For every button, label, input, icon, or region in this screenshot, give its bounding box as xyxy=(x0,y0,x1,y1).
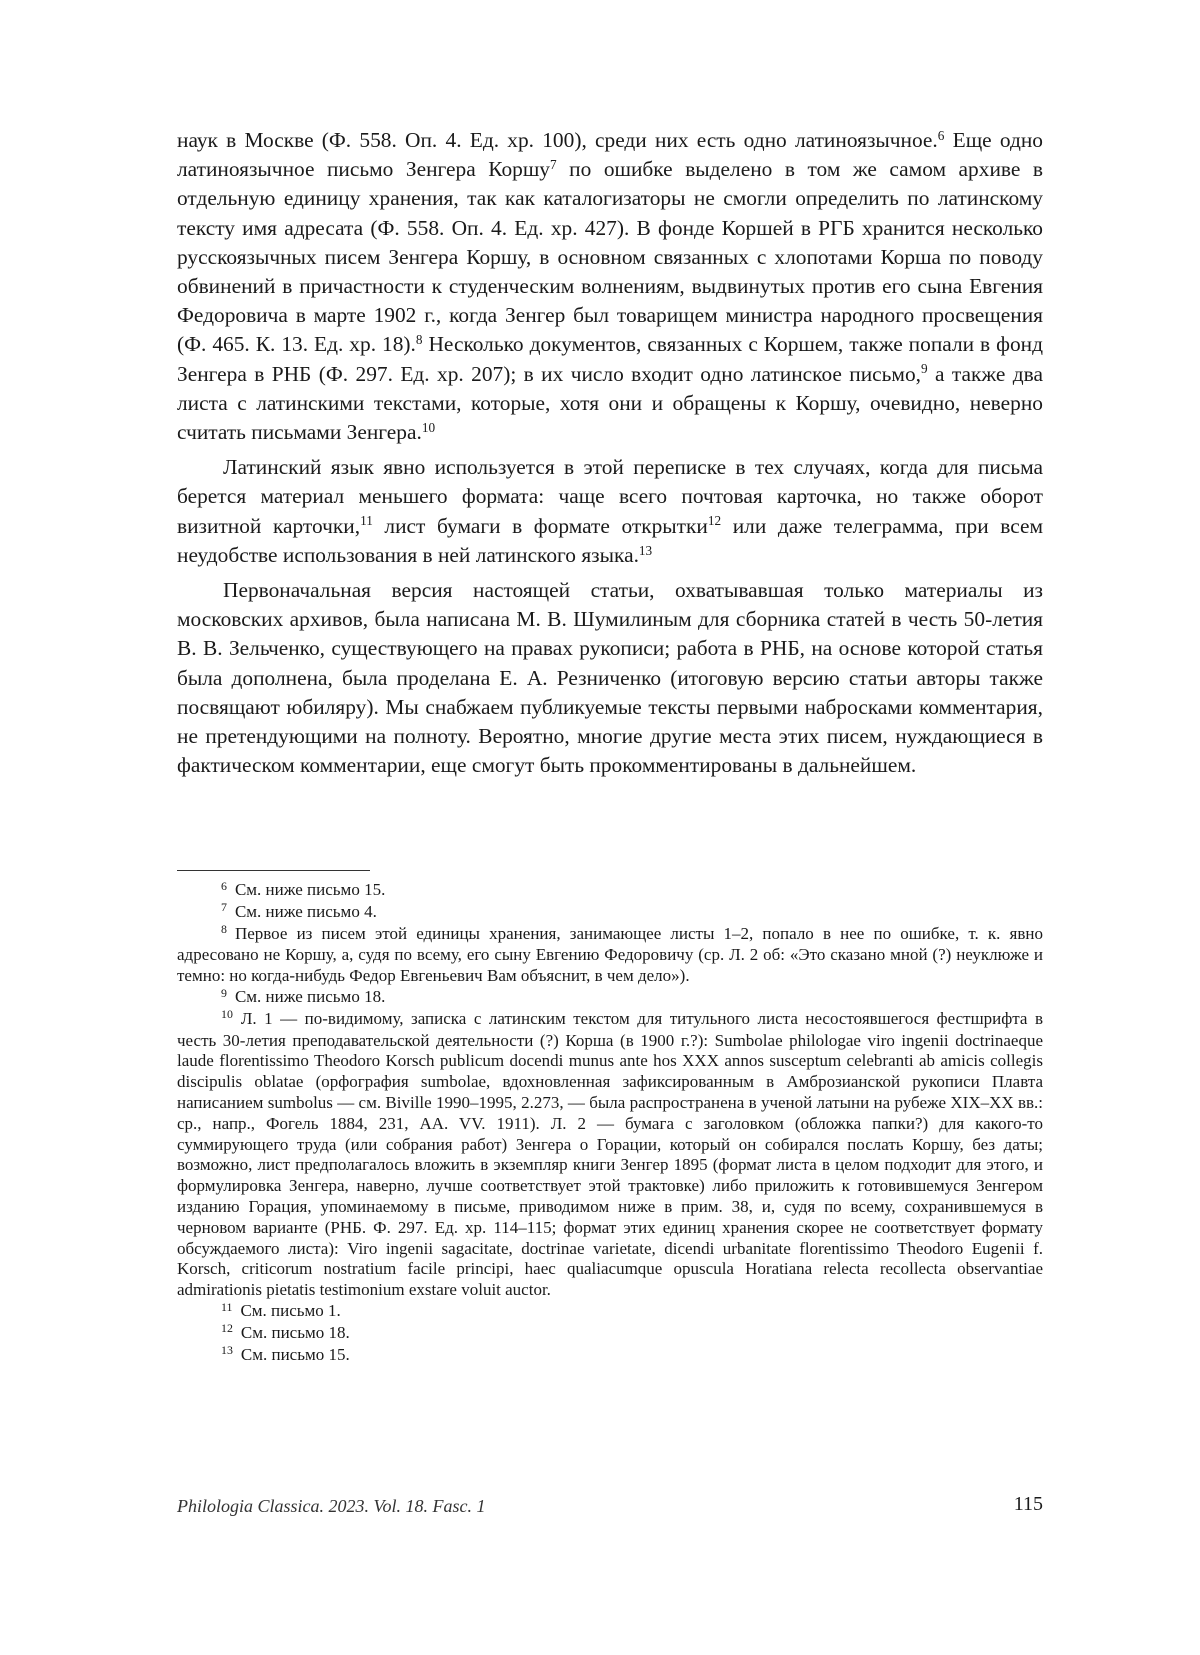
footnote-number: 7 xyxy=(221,900,227,915)
footnote-ref[interactable]: 10 xyxy=(421,419,436,435)
footnote-ref[interactable]: 11 xyxy=(360,513,373,529)
footnote-ref[interactable]: 12 xyxy=(707,513,722,529)
paragraph-1 xyxy=(177,126,1043,447)
footnote-11 xyxy=(177,1301,1043,1323)
running-footer-journal: Philologia Classica. 2023. Vol. 18. Fasc. 1 xyxy=(177,1496,486,1516)
footnotes xyxy=(177,880,1043,1366)
footnote-text: Первое из писем этой единицы хранения, занимающее листы 1–2, попало в нее по ошибке, т. к. явно адресовано не Коршу, а, судя по всему, его сыну Евгению Федоровичу (ср. Л. 2 об: «Это сказано мной (?) неуклюже и темно: но когда-нибудь Федор Евгеньевич Вам объяснит, в чем дело»). xyxy=(177,923,1043,986)
text-run: наук в Москве (Ф. 558. Оп. 4. Ед. хр. 100), среди них есть одно латиноязычное. xyxy=(177,128,938,152)
footnote-separator xyxy=(177,870,370,871)
footnote-10 xyxy=(177,1009,1043,1301)
footnote-6 xyxy=(177,880,1043,902)
footnote-text: Л. 1 — по-видимому, записка с латинским текстом для титульного листа несостоявшегося фестшрифта в честь 30-летия преподавательской деятельности (?) Корша (в 1900 г.?): Sumbolae philologae viro ingenii doctrinaeque laude florentissimo Theodoro Korsch publicum docendi munus ante hos XXX annos susceptum celebranti ab amicis collegis discipulis oblatae (орфография sumbolae, вдохновленная зафиксированным в Амброзианской рукописи Плавта написанием sumbolus — см. Biville 1990–1995, 2.273, — была распространена в ученой латыни на рубеже XIX–XX вв.: ср., напр., Фогель 1884, 231, AA. VV. 1911). Л. 2 — бумага с заголовком (обложка папки?) для какого-то суммирующего труда (или собрания работ) Зенгера о Горации, который он собирался послать Коршу, без даты; возможно, лист предполагалось вложить в экземпляр книги Зенгер 1895 (формат листа в целом подходит для этого, и формулировка Зенгера, наверно, лучше соответствует этой трактовке) либо приложить к готовившемуся Зенгером изданию Горация, упоминаемому в письме, приводимом ниже в прим. 38, и, судя по всему, сохранившемуся в черновом варианте (РНБ. Ф. 297. Ед. хр. 114–115; формат этих единиц хранения скорее не соответствует формату обсуждаемого листа): Viro ingenii sagacitate, doctrinae varietate, dicendi urbanitate florentissimo Theodoro Eugenii f. Korsch, criticorum nostratium facile principi, haec qualiacumque opuscula Horatiana relecta recollecta observantiae admirationis pietatis testimonium exstare voluit auctor. xyxy=(177,1008,1043,1300)
footnote-12 xyxy=(177,1323,1043,1345)
main-text xyxy=(177,126,1043,780)
footnote-text: См. ниже письмо 18. xyxy=(234,986,386,1006)
footnote-ref[interactable]: 8 xyxy=(415,332,423,348)
page-number: 115 xyxy=(1013,1493,1043,1515)
footnote-ref[interactable]: 7 xyxy=(550,156,557,172)
paragraph-3: Первоначальная версия настоящей статьи, охватывавшая только материалы из московских архивов, была написана М. В. Шумилиным для сборника статей в честь 50-летия В. В. Зельченко, существующего на правах рукописи; работа в РНБ, на основе которой статья была дополнена, была проделана Е. А. Резниченко (итоговую версию статьи авторы также посвящают юбиляру). Мы снабжаем публикуемые тексты первыми набросками комментария, не претендующими на полноту. Вероятно, многие другие места этих писем, нуждающиеся в фактическом комментарии, еще смогут быть прокомментированы в дальнейшем. xyxy=(177,578,1043,778)
footnote-number: 11 xyxy=(221,1299,233,1314)
text-run: по ошибке выделено в том же самом архиве в отдельную единицу хранения, так как каталогизаторы не смогли определить по латинскому тексту имя адресата (Ф. 558. Оп. 4. Ед. хр. 427). В фонде Коршей в РГБ хранится несколько русскоязычных писем Зенгера Коршу, в основном связанных с хлопотами Корша по поводу обвинений в причастности к студенческим волнениям, выдвинутых против его сына Евгения Федоровича в марте 1902 г., когда Зенгер был товарищем министра народного просвещения (Ф. 465. К. 13. Ед. хр. 18). xyxy=(177,157,1043,357)
footnote-ref[interactable]: 13 xyxy=(638,542,653,558)
footnote-9 xyxy=(177,987,1043,1009)
footnote-number: 10 xyxy=(221,1007,233,1022)
text-run: Латинский язык явно используется в этой переписке в тех случаях, когда для письма берется материал меньшего формата: чаще всего почтовая карточка, но также оборот визитной карточки, xyxy=(177,455,1043,538)
footnote-number: 9 xyxy=(221,985,227,1000)
text-run: Еще одно латиноязычное письмо Зенгера Коршу xyxy=(177,128,1043,182)
footnote-7 xyxy=(177,902,1043,924)
footnote-text: См. ниже письмо 15. xyxy=(234,880,386,899)
footnote-number: 6 xyxy=(221,878,227,893)
text-run: лист бумаги в формате открытки xyxy=(372,513,708,538)
footnote-8 xyxy=(177,924,1043,987)
text-run: или даже телеграмма, при всем неудобстве использования в ней латинского языка. xyxy=(177,513,1044,567)
footnote-ref[interactable]: 9 xyxy=(921,361,928,377)
footnote-text: См. письмо 15. xyxy=(240,1344,350,1364)
footnote-number: 8 xyxy=(221,922,227,937)
paragraph-2 xyxy=(177,453,1043,570)
footnote-number: 12 xyxy=(221,1321,233,1336)
footnote-number: 13 xyxy=(221,1343,233,1358)
footnote-ref[interactable]: 6 xyxy=(937,127,945,143)
text-run: Несколько документов, связанных с Коршем, также попали в фонд Зенгера в РНБ (Ф. 297. Ед. хр. 207); в их число входит одно латинское письмо, xyxy=(177,332,1044,386)
footnote-13 xyxy=(177,1345,1043,1367)
footnote-text: См. письмо 1. xyxy=(240,1300,341,1320)
text-run: а также два листа с латинскими текстами, которые, хотя они и обращены к Коршу, очевидно, неверно считать письмами Зенгера. xyxy=(177,361,1043,445)
footnote-text: См. ниже письмо 4. xyxy=(234,901,377,921)
footnote-text: См. письмо 18. xyxy=(240,1322,350,1342)
